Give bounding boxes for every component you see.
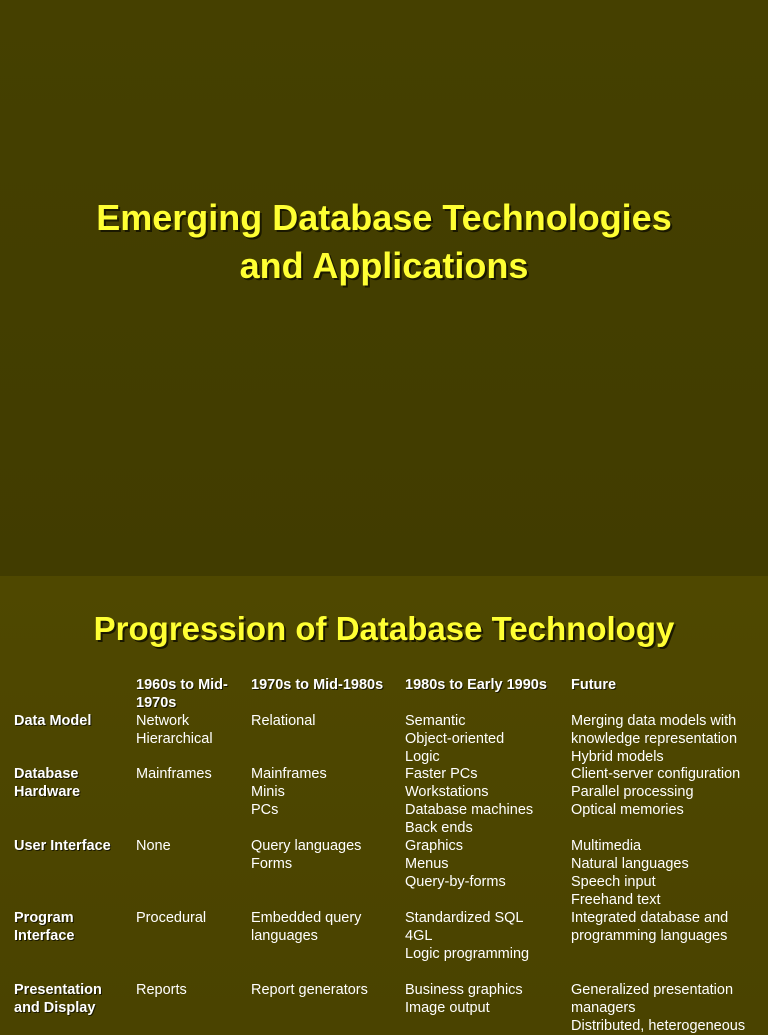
- table-cell-line: Semantic: [405, 713, 466, 729]
- slide-title-line: Emerging Database Technologies: [96, 197, 672, 238]
- table-cell-line: Object-oriented: [405, 731, 505, 747]
- progression-table: [0, 576, 768, 1034]
- table-cell-line: Distributed, heterogeneous: [571, 1018, 746, 1034]
- table-cell-line: None: [136, 838, 171, 854]
- slide-title-line: and Applications: [239, 245, 529, 286]
- table-cell-line: Back ends: [405, 820, 473, 836]
- slide-title: Progression of Database Technology: [93, 610, 675, 647]
- table-cell: [571, 765, 740, 819]
- table-cell: [405, 765, 533, 837]
- row-label-line: Presentation: [14, 982, 102, 998]
- table-cell-line: PCs: [251, 802, 279, 818]
- table-cell-line: Hybrid models: [571, 749, 664, 765]
- table-cell-line: Standardized SQL: [405, 910, 524, 926]
- table-cell-line: Image output: [405, 1000, 490, 1016]
- table-cell: [405, 837, 506, 891]
- progression-slide: [0, 576, 768, 1034]
- table-cell-line: Logic programming: [405, 946, 530, 962]
- table-cell-line: Optical memories: [571, 802, 684, 818]
- table-cell: [136, 981, 187, 999]
- table-cell: [251, 909, 361, 945]
- table-cell: [251, 981, 368, 999]
- table-cell: [405, 909, 529, 963]
- table-cell-line: Database machines: [405, 802, 534, 818]
- column-header-line: 1970s: [136, 695, 177, 711]
- row-label-line: Program: [14, 910, 74, 926]
- column-header: [136, 676, 228, 712]
- table-cell-line: Mainframes: [251, 766, 327, 782]
- table-cell: [405, 712, 504, 766]
- table-cell: [136, 765, 212, 783]
- table-cell-line: Natural languages: [571, 856, 689, 872]
- table-cell-line: Minis: [251, 784, 285, 800]
- table-cell-line: languages: [251, 928, 318, 944]
- table-cell-line: Workstations: [405, 784, 489, 800]
- table-cell: [136, 909, 206, 927]
- row-label-line: Hardware: [14, 784, 81, 800]
- table-cell-line: Hierarchical: [136, 731, 213, 747]
- table-cell-line: Merging data models with: [571, 713, 737, 729]
- table-cell: [405, 981, 523, 1017]
- table-cell-line: Reports: [136, 982, 187, 998]
- table-cell-line: Menus: [405, 856, 449, 872]
- row-label: [14, 765, 80, 801]
- table-cell-line: Business graphics: [405, 982, 523, 998]
- table-cell: [571, 837, 689, 909]
- table-cell-line: Forms: [251, 856, 293, 872]
- row-label-line: Database: [14, 766, 79, 782]
- row-label: [14, 712, 91, 730]
- column-header-line: 1980s to Early 1990s: [405, 677, 547, 693]
- table-cell-line: Relational: [251, 713, 316, 729]
- table-cell: [571, 909, 728, 945]
- table-cell-line: Faster PCs: [405, 766, 478, 782]
- row-label-line: Interface: [14, 928, 75, 944]
- table-cell-line: Parallel processing: [571, 784, 694, 800]
- column-header: [405, 676, 547, 694]
- table-cell-line: Report generators: [251, 982, 368, 998]
- table-cell-line: 4GL: [405, 928, 433, 944]
- table-cell-line: Logic: [405, 749, 440, 765]
- column-header-line: 1960s to Mid-: [136, 677, 228, 693]
- table-cell: [571, 712, 737, 766]
- table-cell-line: Graphics: [405, 838, 464, 854]
- table-cell-line: Embedded query: [251, 910, 362, 926]
- table-cell: [136, 712, 213, 748]
- table-cell-line: Mainframes: [136, 766, 212, 782]
- row-label: [14, 981, 102, 1017]
- column-header: [571, 676, 616, 694]
- table-cell-line: Integrated database and: [571, 910, 729, 926]
- table-cell-line: Generalized presentation: [571, 982, 734, 998]
- table-cell: [571, 981, 745, 1035]
- row-label-line: and Display: [14, 1000, 96, 1016]
- table-cell-line: Multimedia: [571, 838, 642, 854]
- table-cell-line: Freehand text: [571, 892, 661, 908]
- table-cell-line: Speech input: [571, 874, 656, 890]
- table-cell-line: Network: [136, 713, 190, 729]
- table-cell-line: managers: [571, 1000, 636, 1016]
- column-header-line: Future: [571, 677, 617, 693]
- table-cell-line: Procedural: [136, 910, 207, 926]
- row-label: [14, 837, 111, 855]
- table-cell-line: programming languages: [571, 928, 728, 944]
- column-header-line: 1970s to Mid-1980s: [251, 677, 384, 693]
- table-cell-line: Query-by-forms: [405, 874, 506, 890]
- table-cell: [251, 837, 361, 873]
- slide-title: [0, 194, 768, 290]
- row-label-line: User Interface: [14, 838, 111, 854]
- table-cell-line: Query languages: [251, 838, 362, 854]
- table-cell: [136, 837, 171, 855]
- table-cell-line: Client-server configuration: [571, 766, 741, 782]
- row-label-line: Data Model: [14, 713, 92, 729]
- row-label: [14, 909, 74, 945]
- table-cell: [251, 765, 327, 819]
- table-cell-line: knowledge representation: [571, 731, 738, 747]
- column-header: [251, 676, 383, 694]
- table-cell: [251, 712, 316, 730]
